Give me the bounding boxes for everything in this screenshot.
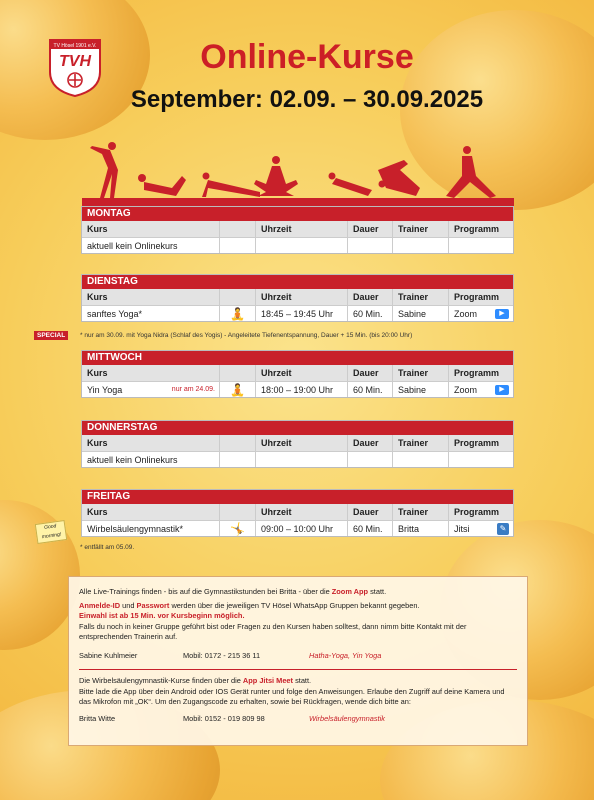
- col-dauer: Dauer: [348, 289, 393, 305]
- day-table-donnerstag: [81, 420, 514, 468]
- logo-text: TVH: [59, 53, 91, 70]
- course-program: Zoom ▶: [449, 382, 513, 397]
- col-uhrzeit: Uhrzeit: [256, 221, 348, 237]
- col-trainer: Trainer: [393, 221, 449, 237]
- col-programm: Programm: [454, 292, 500, 302]
- page-title: Online-Kurse: [200, 38, 414, 76]
- col-kurs: Kurs: [82, 289, 220, 305]
- col-icon: [220, 221, 256, 237]
- exercise-pose-icon: 🤸: [220, 521, 256, 536]
- special-tag: SPECIAL: [34, 331, 68, 340]
- page-subtitle: September: 02.09. – 30.09.2025: [130, 86, 484, 113]
- col-trainer: Trainer: [393, 435, 449, 451]
- contact-specialty: Hatha-Yoga, Yin Yoga: [309, 650, 382, 660]
- info-line: Einwahl ist ab 15 Min. vor Kursbeginn möglich.: [79, 611, 245, 620]
- course-time: 18:00 – 19:00 Uhr: [256, 382, 348, 397]
- info-line: Die Wirbelsäulengymnastik-Kurse finden über die App Jitsi Meet statt.: [79, 676, 312, 685]
- contact-name: Britta Witte: [79, 713, 116, 723]
- col-icon: [220, 504, 256, 520]
- footnote-dienstag: * nur am 30.09. mit Yoga Nidra (Schlaf des Yogis) - Angeleitete Tiefenentspannung, Dauer + 15 Min. (bis 20:00 Uhr): [80, 332, 413, 339]
- info-box: [68, 576, 528, 746]
- contact-phone: Mobil: 0172 - 215 36 11: [183, 650, 261, 660]
- jitsi-icon: ✎: [497, 523, 509, 535]
- course-trainer: Britta: [393, 521, 449, 536]
- col-dauer: Dauer: [348, 365, 393, 381]
- col-kurs: Kurs: [82, 504, 220, 520]
- col-programm: Programm: [454, 507, 500, 517]
- table-header-row: [82, 221, 513, 237]
- course-name: Wirbelsäulengymnastik*: [82, 521, 220, 536]
- footnote-freitag: * entfällt am 05.09.: [80, 544, 135, 551]
- day-header: DIENSTAG: [82, 275, 513, 289]
- info-line: Bitte lade die App über dein Android oder IOS Gerät runter und folge den Anweisungen. Erlaube den Zugriff auf deine Kamera und das Mikrofon mit „OK“. Um den Zugangscode zu erhalten, sowie bei Rückfragen, wende dich bitte an:: [79, 686, 505, 706]
- table-row: [82, 451, 513, 467]
- course-time: 09:00 – 10:00 Uhr: [256, 521, 348, 536]
- course-duration: 60 Min.: [348, 306, 393, 321]
- day-table-montag: [81, 206, 514, 254]
- zoom-icon: ▶: [495, 385, 509, 395]
- course-trainer: Sabine: [393, 382, 449, 397]
- course-note: nur am 24.09.: [171, 386, 215, 393]
- table-row: [82, 381, 513, 397]
- course-name: sanftes Yoga*: [82, 306, 220, 321]
- course-name: aktuell kein Onlinekurs: [82, 452, 220, 467]
- info-line: Falls du noch in keiner Gruppe geführt bist oder Fragen zu den Kursen haben solltest, dann nimm bitte Kontakt mit der entsprechenden Trainerin auf.: [79, 621, 467, 641]
- col-trainer: Trainer: [393, 289, 449, 305]
- fitness-silhouettes: [82, 140, 514, 206]
- contact-sabine: [79, 651, 517, 662]
- table-header-row: [82, 435, 513, 451]
- col-kurs: Kurs: [82, 221, 220, 237]
- course-program: Jitsi ✎: [449, 521, 513, 536]
- table-header-row: [82, 365, 513, 381]
- day-header: MONTAG: [82, 207, 513, 221]
- table-row: [82, 305, 513, 321]
- col-programm: Programm: [454, 368, 500, 378]
- day-table-mittwoch: [81, 350, 514, 398]
- table-header-row: [82, 504, 513, 520]
- course-trainer: Sabine: [393, 306, 449, 321]
- divider: [79, 669, 517, 670]
- contact-phone: Mobil: 0152 - 019 809 98: [183, 713, 265, 723]
- col-dauer: Dauer: [348, 504, 393, 520]
- course-name: aktuell kein Onlinekurs: [82, 238, 220, 253]
- col-dauer: Dauer: [348, 435, 393, 451]
- day-header: MITTWOCH: [82, 351, 513, 365]
- table-header-row: [82, 289, 513, 305]
- zoom-icon: ▶: [495, 309, 509, 319]
- good-morning-sticker: Good morning!: [35, 520, 67, 544]
- day-table-dienstag: [81, 274, 514, 322]
- course-duration: 60 Min.: [348, 382, 393, 397]
- col-programm: Programm: [454, 438, 500, 448]
- course-duration: 60 Min.: [348, 521, 393, 536]
- col-uhrzeit: Uhrzeit: [256, 504, 348, 520]
- col-trainer: Trainer: [393, 365, 449, 381]
- logo-top-text: TV Hösel 1901 e.V.: [53, 43, 97, 49]
- col-kurs: Kurs: [82, 435, 220, 451]
- course-program: Zoom ▶: [449, 306, 513, 321]
- contact-name: Sabine Kuhlmeier: [79, 650, 138, 660]
- contact-specialty: Wirbelsäulengymnastik: [309, 713, 385, 723]
- contact-britta: [79, 714, 517, 725]
- table-row: [82, 237, 513, 253]
- col-icon: [220, 435, 256, 451]
- yoga-pose-icon: 🧘: [220, 306, 256, 321]
- col-programm: Programm: [454, 224, 500, 234]
- col-uhrzeit: Uhrzeit: [256, 365, 348, 381]
- col-uhrzeit: Uhrzeit: [256, 435, 348, 451]
- day-header: FREITAG: [82, 490, 513, 504]
- day-header: DONNERSTAG: [82, 421, 513, 435]
- table-row: [82, 520, 513, 536]
- yoga-pose-icon: 🧘: [220, 382, 256, 397]
- col-trainer: Trainer: [393, 504, 449, 520]
- course-name: Yin Yoga nur am 24.09.: [82, 382, 220, 397]
- course-time: 18:45 – 19:45 Uhr: [256, 306, 348, 321]
- col-kurs: Kurs: [82, 365, 220, 381]
- col-uhrzeit: Uhrzeit: [256, 289, 348, 305]
- info-line: Anmelde-ID und Passwort werden über die jeweiligen TV Hösel WhatsApp Gruppen bekannt gegeben.: [79, 600, 420, 610]
- col-dauer: Dauer: [348, 221, 393, 237]
- col-icon: [220, 289, 256, 305]
- day-table-freitag: [81, 489, 514, 537]
- col-icon: [220, 365, 256, 381]
- info-line: Alle Live-Trainings finden - bis auf die Gymnastikstunden bei Britta - über die Zoom App statt.: [79, 587, 387, 596]
